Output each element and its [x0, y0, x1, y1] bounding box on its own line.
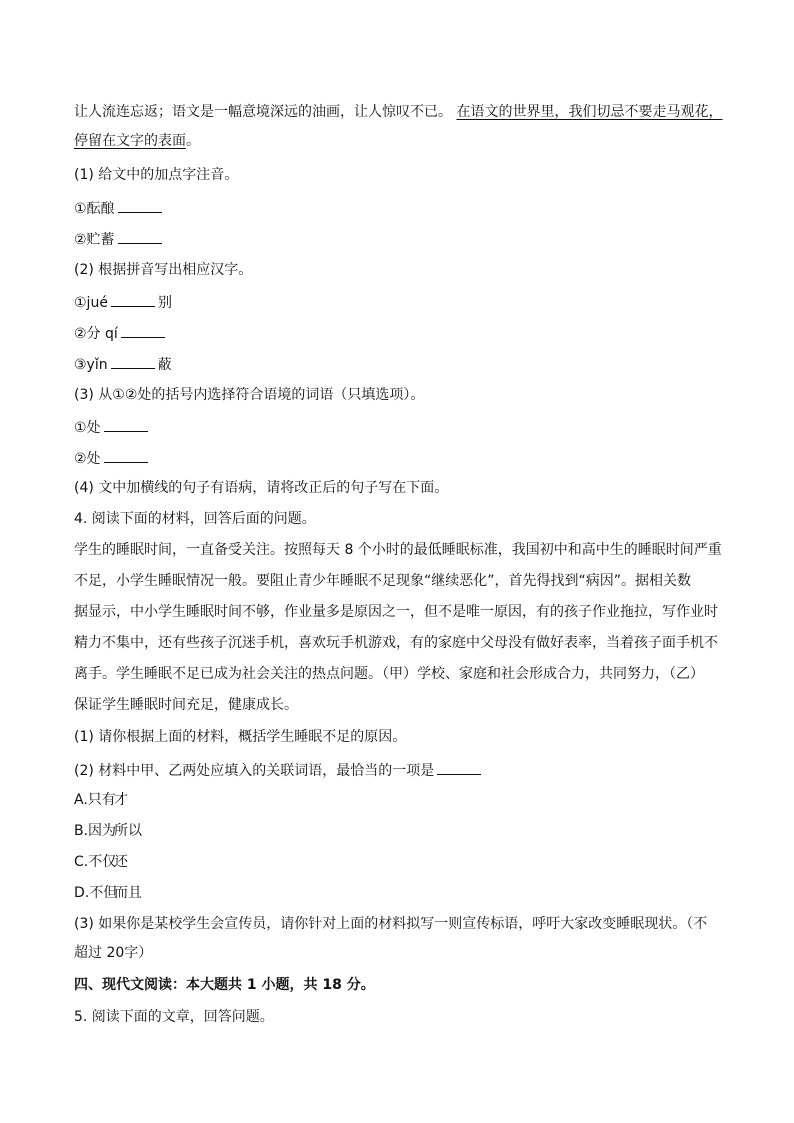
answer-blank[interactable]	[104, 417, 148, 432]
option-d-label: D.不但	[74, 885, 118, 901]
q1-item-1-label: ①酝酿	[74, 201, 115, 217]
m2-text: (2) 材料中甲、乙两处应填入的关联词语，最恰当的一项是	[74, 763, 435, 779]
option-b-label: B.因为	[74, 823, 117, 839]
q4-prompt: (4) 文中加横线的句子有语病，请将改正后的句子写在下面。	[74, 480, 449, 496]
q3-item-1	[74, 417, 724, 437]
material-line: 精力不集中，还有些孩子沉迷手机，喜欢玩手机游戏，有的家庭中父母没有做好表率，当着孩子面手机不	[74, 635, 718, 651]
option-d-word: 而且	[114, 885, 142, 901]
question-5-title: 5. 阅读下面的文章，回答问题。	[74, 1009, 274, 1025]
q2-item-1-pre: ①jué	[74, 295, 108, 311]
question-4-title: 4. 阅读下面的材料，回答后面的问题。	[74, 511, 316, 527]
option-a-label: A.只有	[74, 792, 116, 808]
answer-blank[interactable]	[111, 354, 155, 369]
option-a-word: 才	[114, 792, 128, 808]
underlined-sentence-part1: 在语文的世界里，我们切忌不要走马观花，	[456, 104, 723, 120]
m3-prompt-line-2: 超过 20字）	[74, 945, 153, 961]
m1-prompt: (1) 请你根据上面的材料，概括学生睡眠不足的原因。	[74, 729, 407, 745]
q1-prompt: (1) 给文中的加点字注音。	[74, 167, 239, 183]
q2-item-3-post: 蔽	[157, 357, 172, 373]
q2-item-3-pre: ③yǐn	[74, 357, 108, 373]
material-line: 不足，小学生睡眠情况一般。要阻止青少年睡眠不足现象“继续恶化”，首先得找到“病因”。据相关数	[74, 573, 692, 589]
material-line: 据显示，中小学生睡眠时间不够，作业量多是原因之一，但不是唯一原因，有的孩子作业拖拉，写作业时	[74, 604, 718, 620]
option-c[interactable]	[74, 853, 724, 871]
m2-prompt	[74, 760, 724, 780]
answer-blank[interactable]	[118, 198, 162, 213]
q2-item-2-pre: ②分 qí	[74, 326, 118, 342]
passage-line-1	[74, 103, 724, 121]
q2-item-1	[74, 292, 724, 312]
answer-blank[interactable]	[121, 323, 165, 338]
option-b[interactable]	[74, 822, 724, 840]
option-c-word: 还	[114, 854, 128, 870]
material-line: 保证学生睡眠时间充足，健康成长。	[74, 697, 298, 713]
q2-prompt: (2) 根据拼音写出相应汉字。	[74, 262, 253, 278]
q3-item-2-label: ②处	[74, 451, 101, 467]
q2-item-3	[74, 354, 724, 374]
q3-item-2	[74, 448, 724, 468]
answer-blank[interactable]	[104, 448, 148, 463]
option-c-label: C.不仅	[74, 854, 117, 870]
option-a[interactable]	[74, 791, 724, 809]
passage-line-2	[74, 132, 724, 150]
q1-item-1	[74, 198, 724, 218]
q2-item-2	[74, 323, 724, 343]
q3-item-1-label: ①处	[74, 420, 101, 436]
q3-prompt: (3) 从①②处的括号内选择符合语境的词语（只填选项）。	[74, 387, 425, 403]
section-4-heading: 四、现代文阅读：本大题共 1 小题，共 18 分。	[74, 977, 375, 993]
answer-blank[interactable]	[111, 292, 155, 307]
passage-period: 。	[186, 133, 200, 149]
q1-item-2	[74, 229, 724, 249]
material-line: 学生的睡眠时间，一直备受关注。按照每天 8 个小时的最低睡眠标准，我国初中和高中生的睡眠时间严重	[74, 542, 722, 558]
material-line: 离手。学生睡眠不足已成为社会关注的热点问题。（甲）学校、家庭和社会形成合力，共同努力，（乙）	[74, 666, 704, 682]
underlined-sentence-part2: 停留在文字的表面	[74, 133, 186, 149]
m3-prompt-line-1: (3) 如果你是某校学生会宣传员，请你针对上面的材料拟写一则宣传标语，呼吁大家改变睡眠现状。（不	[74, 916, 708, 932]
q1-item-2-label: ②贮蓄	[74, 232, 115, 248]
passage-text: 让人流连忘返；语文是一幅意境深远的油画，让人惊叹不已。	[74, 104, 452, 120]
option-b-word: 所以	[114, 823, 142, 839]
answer-blank[interactable]	[437, 760, 481, 775]
answer-blank[interactable]	[118, 229, 162, 244]
q2-item-1-post: 别	[157, 295, 172, 311]
option-d[interactable]	[74, 884, 724, 902]
